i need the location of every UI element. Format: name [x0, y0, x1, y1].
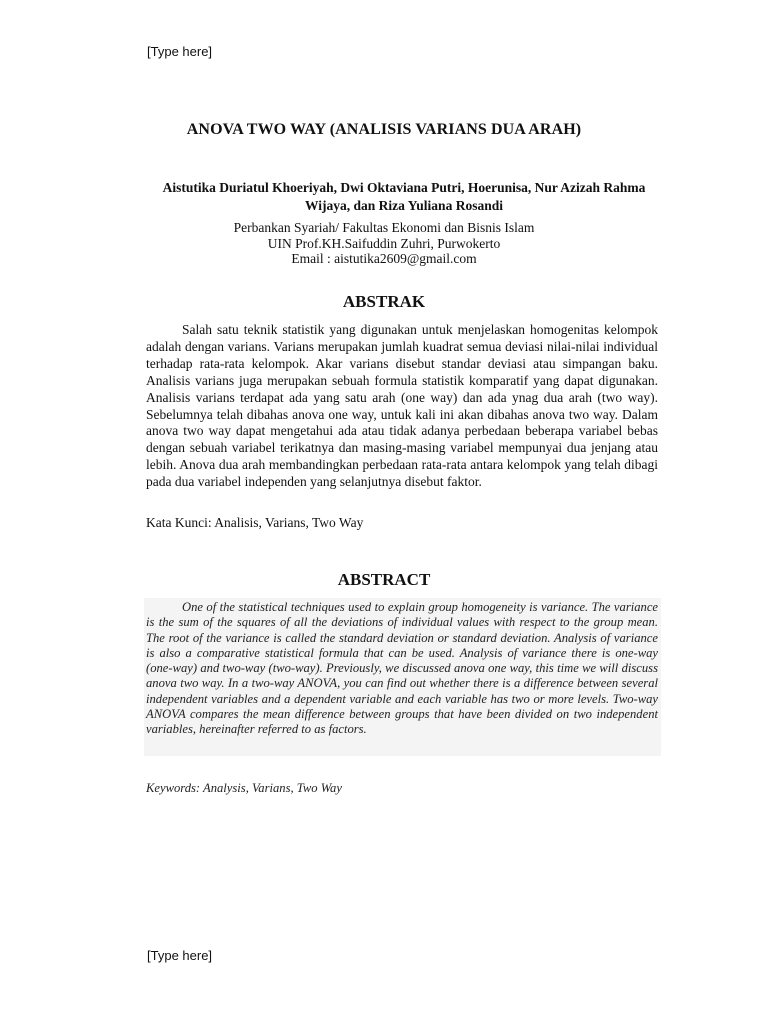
affiliation-university: UIN Prof.KH.Saifuddin Zuhri, Purwokerto [267, 235, 501, 251]
keywords: Keywords: Analysis, Varians, Two Way [146, 781, 342, 795]
kata-kunci: Kata Kunci: Analisis, Varians, Two Way [146, 515, 364, 530]
abstrak-heading: ABSTRAK [342, 292, 426, 311]
author-list: Aistutika Duriatul Khoeriyah, Dwi Oktaviana Putri, Hoerunisa, Nur Azizah Rahma Wijaya, dan Riza Yuliana Rosandi [162, 180, 646, 213]
affiliation-block [0, 220, 768, 267]
page-footer: [Type here] [147, 948, 213, 963]
page-header: [Type here] [147, 44, 213, 59]
paper-title: ANOVA TWO WAY (ANALISIS VARIANS DUA ARAH) [186, 121, 582, 138]
abstrak-body: Salah satu teknik statistik yang digunakan untuk menjelaskan homogenitas kelompok adalah dengan varians. Varians merupakan jumlah kuadrat semua deviasi nilai-nilai individual terhadap rata-rata kelompok. Akar varians disebut standar deviasi atau simpangan baku. Analisis varians juga merupakan sebuah formula statistik komparatif yang dapat digunakan. Analisis varians terdapat ada yang satu arah (one way) dan ada ynag dua arah (two way). Sebelumnya telah dibahas anova one way, untuk kali ini akan dibahas anova two way. Dalam anova two way dapat mengetahui ada atau tidak adanya perbedaan beberapa variabel bebas dengan sebuah variabel terikatnya dan masing-masing variabel mempunyai dua jenjang atau lebih. Anova dua arah membandingkan perbedaan rata-rata antara kelompok yang telah dibagi pada dua variabel independen yang selanjutnya disebut faktor. [146, 322, 658, 490]
abstract-body: One of the statistical techniques used to explain group homogeneity is variance. The variance is the sum of the squares of all the deviations of individual values with respect to the group mean. The root of the variance is called the standard deviation or standard deviation. Analysis of variance is also a comparative statistical formula that can be used. Analysis of variance there is one-way (one-way) and two-way (two-way). Previously, we discussed anova one way, this time we will discuss anova two way. In a two-way ANOVA, you can find out whether there is a difference between several independent variables and a dependent variable and each variable has two or more levels. Two-way ANOVA compares the mean difference between groups that have been divided on two independent variables, hereinafter referred to as factors. [146, 600, 658, 737]
affiliation-department: Perbankan Syariah/ Fakultas Ekonomi dan Bisnis Islam [233, 220, 535, 235]
abstract-heading: ABSTRACT [337, 570, 431, 589]
affiliation-email: Email : aistutika2609@gmail.com [291, 251, 477, 266]
